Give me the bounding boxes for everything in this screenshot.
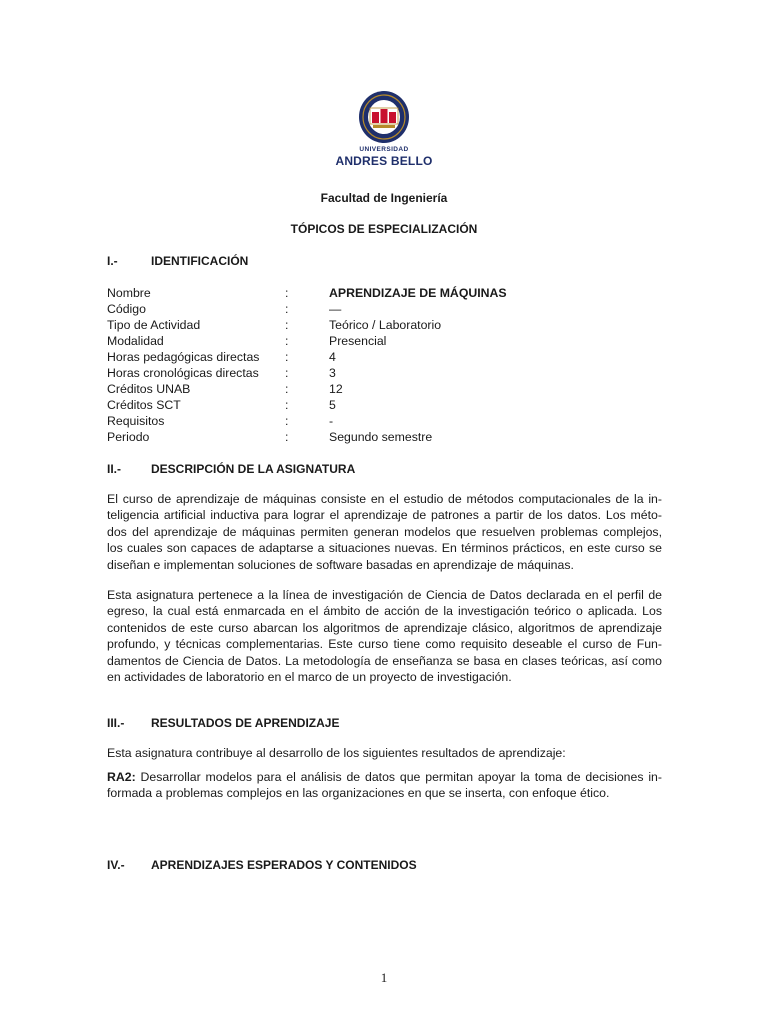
section-title: DESCRIPCIÓN DE LA ASIGNATURA xyxy=(151,462,356,476)
info-colon: : xyxy=(285,286,289,300)
university-seal-icon xyxy=(334,88,434,146)
info-value: - xyxy=(329,414,334,428)
info-label: Modalidad xyxy=(107,334,164,348)
info-colon: : xyxy=(285,430,289,444)
info-colon: : xyxy=(285,302,289,316)
info-row-codigo xyxy=(107,301,667,317)
info-value: — xyxy=(329,302,342,316)
results-intro xyxy=(107,745,662,761)
section-number: IV.- xyxy=(107,858,125,872)
info-row-periodo xyxy=(107,429,667,445)
paragraph-line: egreso, la cual está enmarcada en el ámbito de acción de la investigación teórico o aplicada. Los xyxy=(107,604,662,619)
ra-text: Desarrollar modelos para el análisis de datos que permitan apoyar la toma de decisiones in- xyxy=(135,770,662,784)
section-title: RESULTADOS DE APRENDIZAJE xyxy=(151,716,340,730)
info-label: Nombre xyxy=(107,286,151,300)
paragraph-line: Esta asignatura contribuye al desarrollo de los siguientes resultados de aprendizaje: xyxy=(107,746,566,760)
info-row-horas-pedagogicas xyxy=(107,349,667,365)
ra-label: RA2: xyxy=(107,770,136,784)
paragraph-line: El curso de aprendizaje de máquinas consiste en el estudio de métodos computacionales de la in- xyxy=(107,492,662,506)
section-number: II.- xyxy=(107,462,121,476)
description-paragraph-1 xyxy=(107,491,662,573)
info-label: Requisitos xyxy=(107,414,165,428)
info-colon: : xyxy=(285,382,289,396)
info-value: Teórico / Laboratorio xyxy=(329,318,442,332)
section-title: IDENTIFICACIÓN xyxy=(151,254,249,268)
info-label: Tipo de Actividad xyxy=(107,318,201,332)
paragraph-line: teligencia artificial inductiva para lograr el aprendizaje de patrones a partir de los datos. Los méto- xyxy=(107,508,662,523)
paragraph-line: dos del aprendizaje de máquinas permiten generan modelos que resuelven problemas complejos, xyxy=(107,524,662,539)
info-row-creditos-unab xyxy=(107,381,667,397)
info-label: Horas cronológicas directas xyxy=(107,366,259,380)
info-label: Créditos SCT xyxy=(107,398,181,412)
info-row-requisitos xyxy=(107,413,667,429)
info-colon: : xyxy=(285,414,289,428)
info-colon: : xyxy=(285,334,289,348)
info-value: 12 xyxy=(329,382,343,396)
section-title: APRENDIZAJES ESPERADOS Y CONTENIDOS xyxy=(151,858,417,872)
info-value: APRENDIZAJE DE MÁQUINAS xyxy=(329,286,507,300)
section-number: III.- xyxy=(107,716,125,730)
paragraph-line: profundo, y técnicas complementarias. Este curso tiene como requisito deseable el curso de Fun- xyxy=(107,637,662,652)
faculty-heading: Facultad de Ingeniería xyxy=(320,191,448,205)
logo-text-university: UNIVERSIDAD xyxy=(359,146,409,153)
info-row-nombre xyxy=(107,285,667,301)
info-label: Créditos UNAB xyxy=(107,382,191,396)
info-value: Presencial xyxy=(329,334,387,348)
info-label: Horas pedagógicas directas xyxy=(107,350,260,364)
info-label: Código xyxy=(107,302,146,316)
info-row-tipo-actividad xyxy=(107,317,667,333)
info-value: 4 xyxy=(329,350,336,364)
paragraph-line: los cuales son capaces de adaptarse a situaciones nuevas. En términos prácticos, en este curso se xyxy=(107,541,662,556)
description-paragraph-2 xyxy=(107,587,662,685)
info-value: 3 xyxy=(329,366,336,380)
logo-text-name: ANDRES BELLO xyxy=(335,154,433,168)
info-label: Periodo xyxy=(107,430,150,444)
info-colon: : xyxy=(285,350,289,364)
info-colon: : xyxy=(285,398,289,412)
info-row-creditos-sct xyxy=(107,397,667,413)
info-row-modalidad xyxy=(107,333,667,349)
paragraph-line xyxy=(107,769,662,785)
identification-table xyxy=(107,285,667,445)
paragraph-line: diseñan e implementan soluciones de software basadas en aprendizaje de máquinas. xyxy=(107,557,574,572)
paragraph-line: en actividades de laboratorio en el marco de un proyecto de investigación. xyxy=(107,670,512,685)
info-colon: : xyxy=(285,366,289,380)
section-number: I.- xyxy=(107,254,118,268)
results-ra2 xyxy=(107,769,662,802)
program-heading: TÓPICOS DE ESPECIALIZACIÓN xyxy=(290,222,478,236)
paragraph-line: damentos de Ciencia de Datos. La metodología de enseñanza se basa en clases teóricas, así como xyxy=(107,653,662,668)
paragraph-line: contenidos de este curso abarcan los algoritmos de aprendizaje clásico, algoritmos de aprendizaje xyxy=(107,620,662,635)
info-row-horas-cronologicas xyxy=(107,365,667,381)
paragraph-line: formada a problemas complejos en las organizaciones en que se inserta, con enfoque ético. xyxy=(107,786,610,801)
university-logo xyxy=(334,88,434,174)
page-number: 1 xyxy=(380,970,388,985)
info-value: 5 xyxy=(329,398,336,412)
info-value: Segundo semestre xyxy=(329,430,433,444)
info-colon: : xyxy=(285,318,289,332)
paragraph-line: Esta asignatura pertenece a la línea de investigación de Ciencia de Datos declarada en el perfil de xyxy=(107,588,662,602)
